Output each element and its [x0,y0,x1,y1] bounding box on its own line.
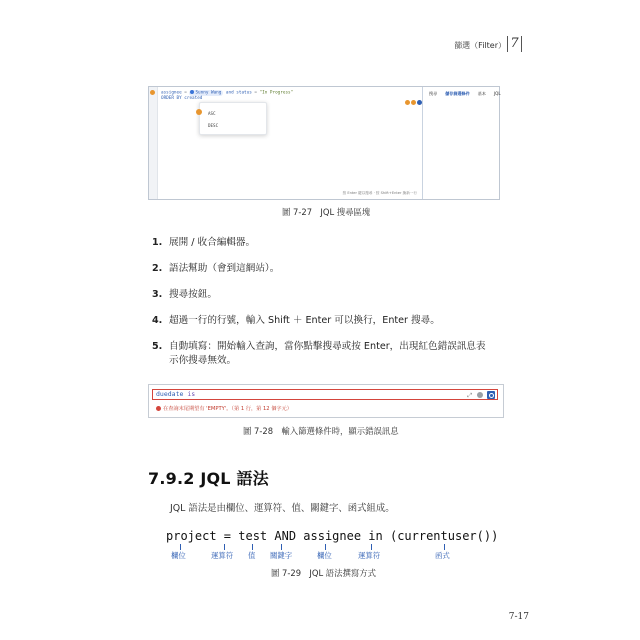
autocomplete-marker-icon [196,109,202,115]
figure-7-28-caption: 圖 7-28 輸入篩選條件時，顯示錯誤訊息 [243,426,399,436]
warning-icon-2[interactable] [411,100,416,105]
page-number: 7-17 [508,612,529,622]
dropdown-option-asc[interactable]: ASC [208,111,216,116]
user-avatar-icon [190,90,194,94]
list-item [152,314,512,328]
warning-icon[interactable] [405,100,410,105]
syntax-label-function: 函式 [435,551,450,560]
steps-list [152,236,512,380]
jql-value: "In Progress" [259,90,294,96]
user-chip [189,90,223,96]
jql-order-by: ORDER BY created [161,96,203,101]
syntax-label-keyword: 關鍵字 [270,551,293,560]
list-number: 2. [152,263,163,274]
jql-editor[interactable] [149,87,423,199]
jql-field-status: status [236,90,252,96]
list-number: 3. [152,289,163,300]
chapter-number-mark: 7 [507,36,522,52]
editor-line-2 [161,96,202,101]
list-text: 自動填寫：開始輸入查詢，當你點擊搜尋或按 Enter，出現紅色錯誤訊息表示你搜尋無效。 [169,341,486,366]
list-item [152,340,492,368]
syntax-label-value: 值 [248,551,256,560]
user-chip-name: Sunny Wang [195,90,222,96]
jql-field: assignee [161,90,182,96]
tab-jql[interactable]: JQL [493,91,501,96]
section-intro: JQL 語法是由欄位、運算符、值、關鍵字、函式組成。 [170,503,395,514]
list-number: 5. [152,341,163,352]
error-message [156,405,292,412]
list-text: 超過一行的行號，輸入 Shift ＋ Enter 可以換行，Enter 搜尋。 [169,315,440,326]
list-text: 搜尋按鈕。 [169,289,217,300]
autocomplete-dropdown [199,102,267,135]
jql-operator: = [181,90,190,96]
jql-error-screenshot [148,384,504,418]
figure-7-27-caption: 圖 7-27 JQL 搜尋區塊 [282,207,371,217]
figure-7-29-caption: 圖 7-29 JQL 語法撰寫方式 [271,568,377,578]
jql-keyword-and: and [223,90,237,96]
jql-syntax-example: project = test AND assignee in (currentuser()) [166,529,499,543]
syntax-label-operator: 運算符 [211,551,234,560]
tab-basic[interactable]: 基本 [477,91,486,96]
list-item [152,236,512,250]
tab-search[interactable]: 搜尋 [429,91,438,96]
syntax-label-operator-2: 運算符 [358,551,381,560]
list-item [152,262,512,276]
expand-icon[interactable]: ⤢ [467,392,473,399]
section-heading: 7.9.2 JQL 語法 [148,469,269,488]
running-header-title: 篩選（Filter） [454,41,506,50]
jql-search-block-screenshot [148,86,500,200]
syntax-label-field-2: 欄位 [317,551,332,560]
error-text: 在查詢末尾期望有 'EMPTY'。（第 1 行，第 12 個字元） [163,406,292,412]
dropdown-option-desc[interactable]: DESC [208,123,219,128]
list-text: 展開 / 收合編輯器。 [169,237,256,248]
search-button[interactable] [487,391,495,399]
search-icon[interactable] [417,100,422,105]
search-side-panel [423,87,499,199]
list-number: 1. [152,237,163,248]
expand-collapse-icon[interactable] [150,90,155,95]
side-tabs [429,91,509,97]
jql-input-field[interactable] [152,389,498,400]
editor-action-icons [404,90,422,109]
editor-footer-hint: 按 Enter 鍵以搜尋 · 按 Shift+Enter 換新一行 [342,191,417,195]
jql-operator: is [187,390,196,398]
error-icon [156,406,161,411]
list-item [152,288,512,302]
tab-save-filter[interactable]: 儲存篩選條件 [445,91,470,96]
jql-field: duedate [156,390,184,398]
input-action-icons [467,391,495,400]
syntax-label-field: 欄位 [171,551,186,560]
help-icon[interactable] [477,392,483,398]
list-text: 語法幫助（會到這網站）。 [169,263,280,274]
list-number: 4. [152,315,163,326]
editor-line-1 [161,90,293,96]
jql-operator-2: = [251,90,260,96]
editor-gutter [149,87,158,199]
